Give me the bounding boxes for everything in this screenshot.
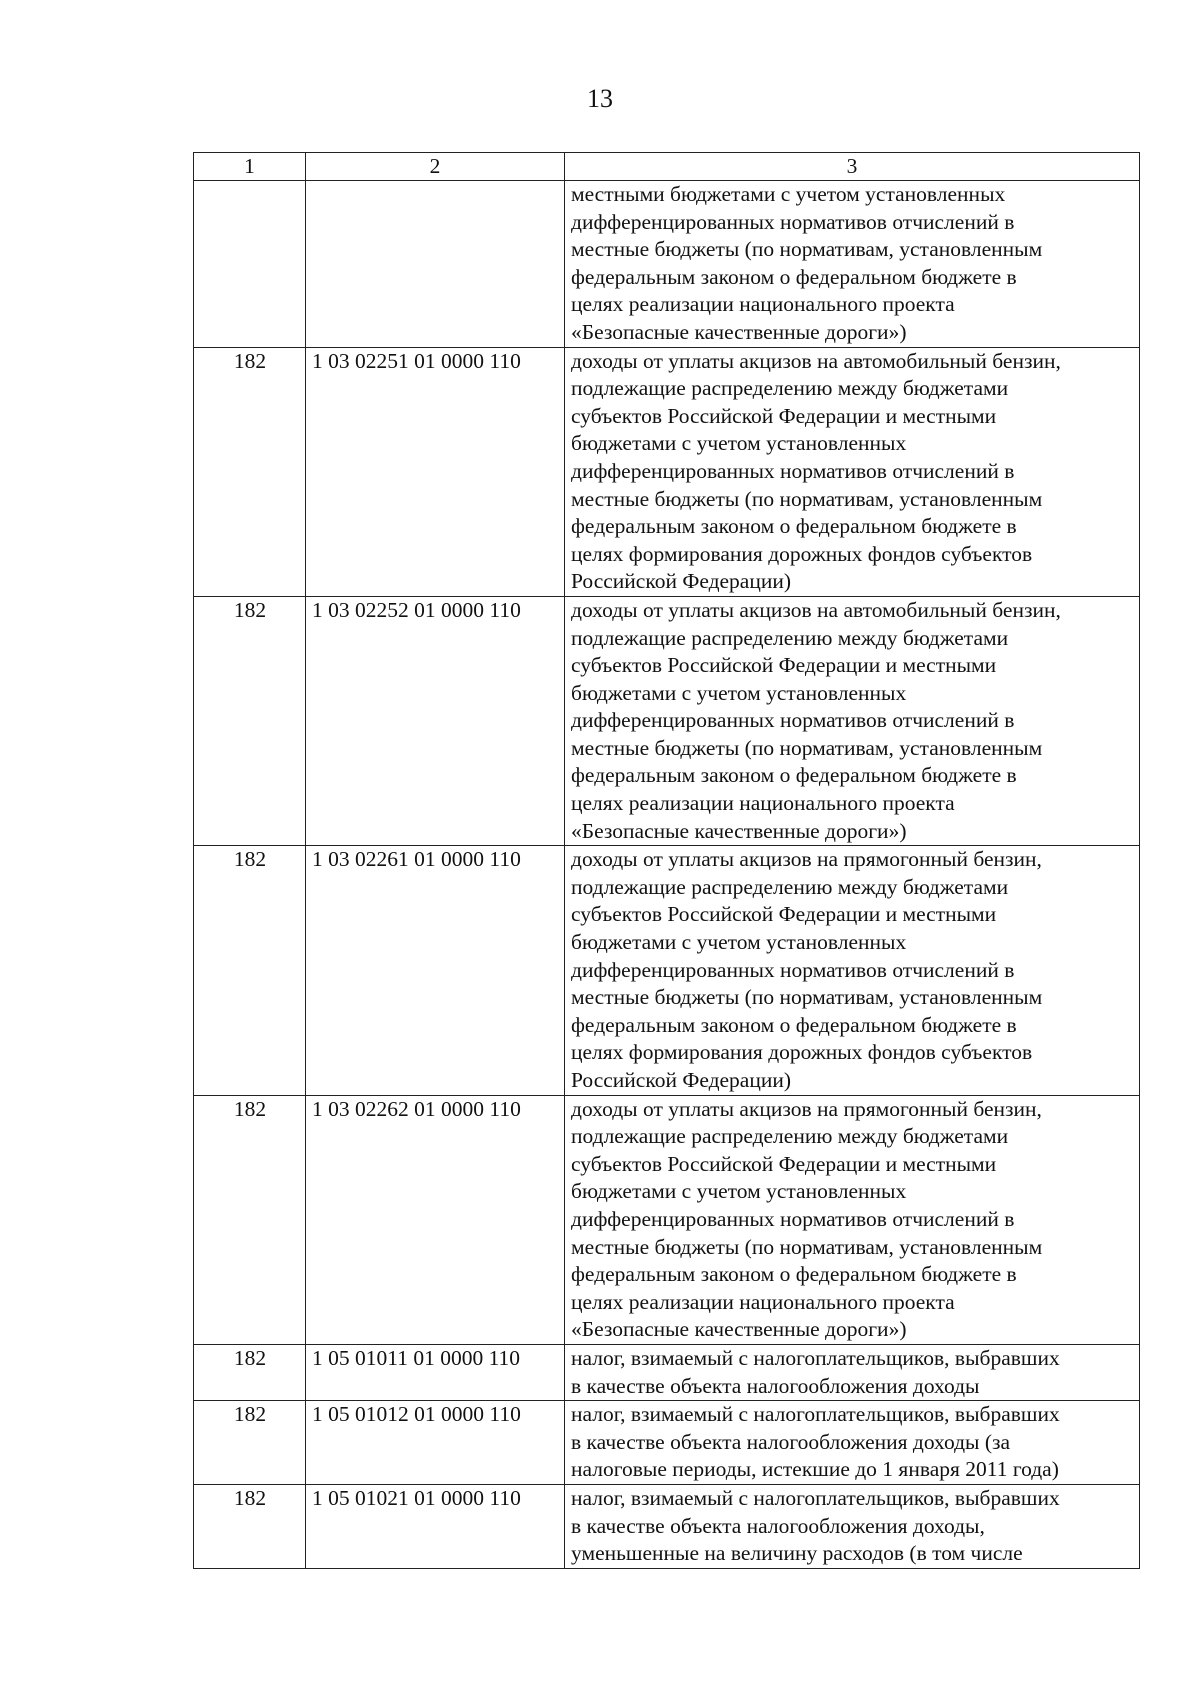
admin-code-cell: 182 — [194, 846, 306, 1095]
budget-code-cell: 1 05 01011 01 0000 110 — [306, 1344, 565, 1400]
admin-code-cell — [194, 181, 306, 348]
budget-code-cell: 1 05 01012 01 0000 110 — [306, 1401, 565, 1485]
revenue-name-cell: налог, взимаемый с налогоплательщиков, выбравших в качестве объекта налогообложения доходы — [565, 1344, 1140, 1400]
revenue-codes-table — [193, 152, 1140, 1569]
table-row — [194, 347, 1140, 596]
revenue-name-cell: доходы от уплаты акцизов на автомобильный бензин, подлежащие распределению между бюджетами субъектов Российской Федерации и местными бюджетами с учетом установленных дифференцированных нормативов отчислений в местные бюджеты (по нормативам, установленным федеральным законом о федеральном бюджете в целях реализации национального проекта «Безопасные качественные дороги») — [565, 596, 1140, 845]
revenue-name-cell: налог, взимаемый с налогоплательщиков, выбравших в качестве объекта налогообложения доходы, уменьшенные на величину расходов (в том числе — [565, 1484, 1140, 1568]
revenue-name-cell: налог, взимаемый с налогоплательщиков, выбравших в качестве объекта налогообложения доходы (за налоговые периоды, истекшие до 1 января 2011 года) — [565, 1401, 1140, 1485]
table-row — [194, 1095, 1140, 1344]
table-row — [194, 596, 1140, 845]
revenue-name-cell: доходы от уплаты акцизов на прямогонный бензин, подлежащие распределению между бюджетами субъектов Российской Федерации и местными бюджетами с учетом установленных дифференцированных нормативов отчислений в местные бюджеты (по нормативам, установленным федеральным законом о федеральном бюджете в целях реализации национального проекта «Безопасные качественные дороги») — [565, 1095, 1140, 1344]
header-col-3: 3 — [565, 153, 1140, 181]
admin-code-cell: 182 — [194, 1095, 306, 1344]
revenue-name-cell: местными бюджетами с учетом установленных дифференцированных нормативов отчислений в местные бюджеты (по нормативам, установленным федеральным законом о федеральном бюджете в целях реализации национального проекта «Безопасные качественные дороги») — [565, 181, 1140, 348]
header-col-1: 1 — [194, 153, 306, 181]
admin-code-cell: 182 — [194, 347, 306, 596]
budget-code-cell — [306, 181, 565, 348]
admin-code-cell: 182 — [194, 1344, 306, 1400]
budget-code-cell: 1 05 01021 01 0000 110 — [306, 1484, 565, 1568]
admin-code-cell: 182 — [194, 596, 306, 845]
table-row — [194, 181, 1140, 348]
budget-code-cell: 1 03 02251 01 0000 110 — [306, 347, 565, 596]
revenue-name-cell: доходы от уплаты акцизов на прямогонный бензин, подлежащие распределению между бюджетами субъектов Российской Федерации и местными бюджетами с учетом установленных дифференцированных нормативов отчислений в местные бюджеты (по нормативам, установленным федеральным законом о федеральном бюджете в целях формирования дорожных фондов субъектов Российской Федерации) — [565, 846, 1140, 1095]
page-number: 13 — [587, 84, 613, 113]
budget-code-cell: 1 03 02252 01 0000 110 — [306, 596, 565, 845]
table-row — [194, 1401, 1140, 1485]
revenue-name-cell: доходы от уплаты акцизов на автомобильный бензин, подлежащие распределению между бюджетами субъектов Российской Федерации и местными бюджетами с учетом установленных дифференцированных нормативов отчислений в местные бюджеты (по нормативам, установленным федеральным законом о федеральном бюджете в целях формирования дорожных фондов субъектов Российской Федерации) — [565, 347, 1140, 596]
admin-code-cell: 182 — [194, 1401, 306, 1485]
budget-code-cell: 1 03 02261 01 0000 110 — [306, 846, 565, 1095]
budget-code-cell: 1 03 02262 01 0000 110 — [306, 1095, 565, 1344]
table-row — [194, 1484, 1140, 1568]
header-col-2: 2 — [306, 153, 565, 181]
admin-code-cell: 182 — [194, 1484, 306, 1568]
table-row — [194, 846, 1140, 1095]
table-row — [194, 1344, 1140, 1400]
table-header-row — [194, 153, 1140, 181]
